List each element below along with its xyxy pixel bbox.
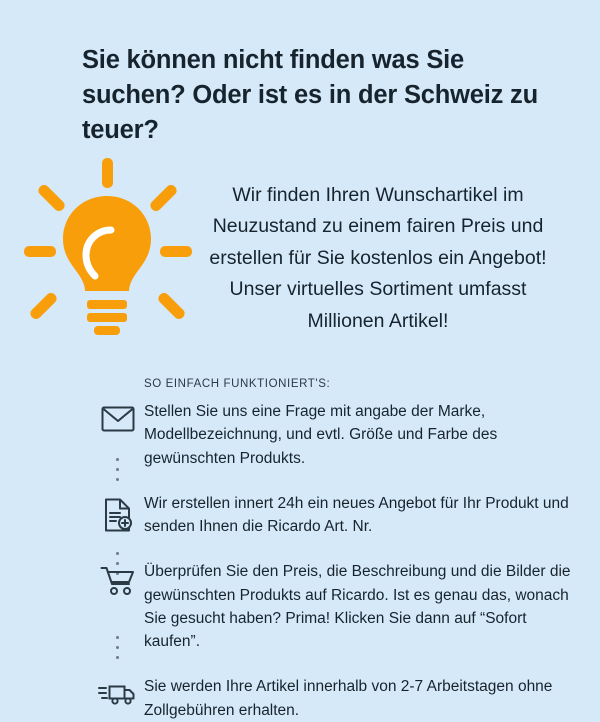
list-item-text: Überprüfen Sie den Preis, die Beschreibung und die Bilder die gewünschten Produkts auf Ricardo. Ist es genau das, wonach Sie gesucht haben? Prima! Klicken Sie dann auf “Sofort kaufen”.	[144, 563, 571, 650]
list-item-text: Wir erstellen innert 24h ein neues Angebot für Ihr Produkt und senden Ihnen die Ricardo Art. Nr.	[144, 494, 569, 535]
list-item	[92, 400, 592, 470]
lightbulb-icon	[22, 158, 192, 358]
page-title: Sie können nicht finden was Sie suchen? Oder ist es in der Schweiz zu teuer?	[82, 46, 538, 144]
steps-list	[92, 400, 592, 722]
document-add-icon	[92, 492, 144, 532]
list-item	[92, 675, 592, 722]
envelope-icon	[92, 400, 144, 432]
steps-section-title: SO EINFACH FUNKTIONIERT'S:	[144, 378, 331, 390]
shopping-cart-icon	[92, 560, 144, 596]
list-item	[92, 492, 592, 539]
list-item-text: Sie werden Ihre Artikel innerhalb von 2-7 Arbeitstagen ohne Zollgebühren erhalten.	[144, 678, 553, 719]
list-item	[92, 560, 592, 653]
list-item-text: Stellen Sie uns eine Frage mit angabe der Marke, Modellbezeichnung, und evtl. Größe und Farbe des gewünschten Produkts.	[144, 403, 498, 467]
delivery-truck-icon	[92, 675, 144, 707]
intro-paragraph: Wir finden Ihren Wunschartikel im Neuzustand zu einem fairen Preis und erstellen für Sie kostenlos ein Angebot! Unser virtuelles Sortiment umfasst Millionen Artikel!	[209, 183, 547, 332]
